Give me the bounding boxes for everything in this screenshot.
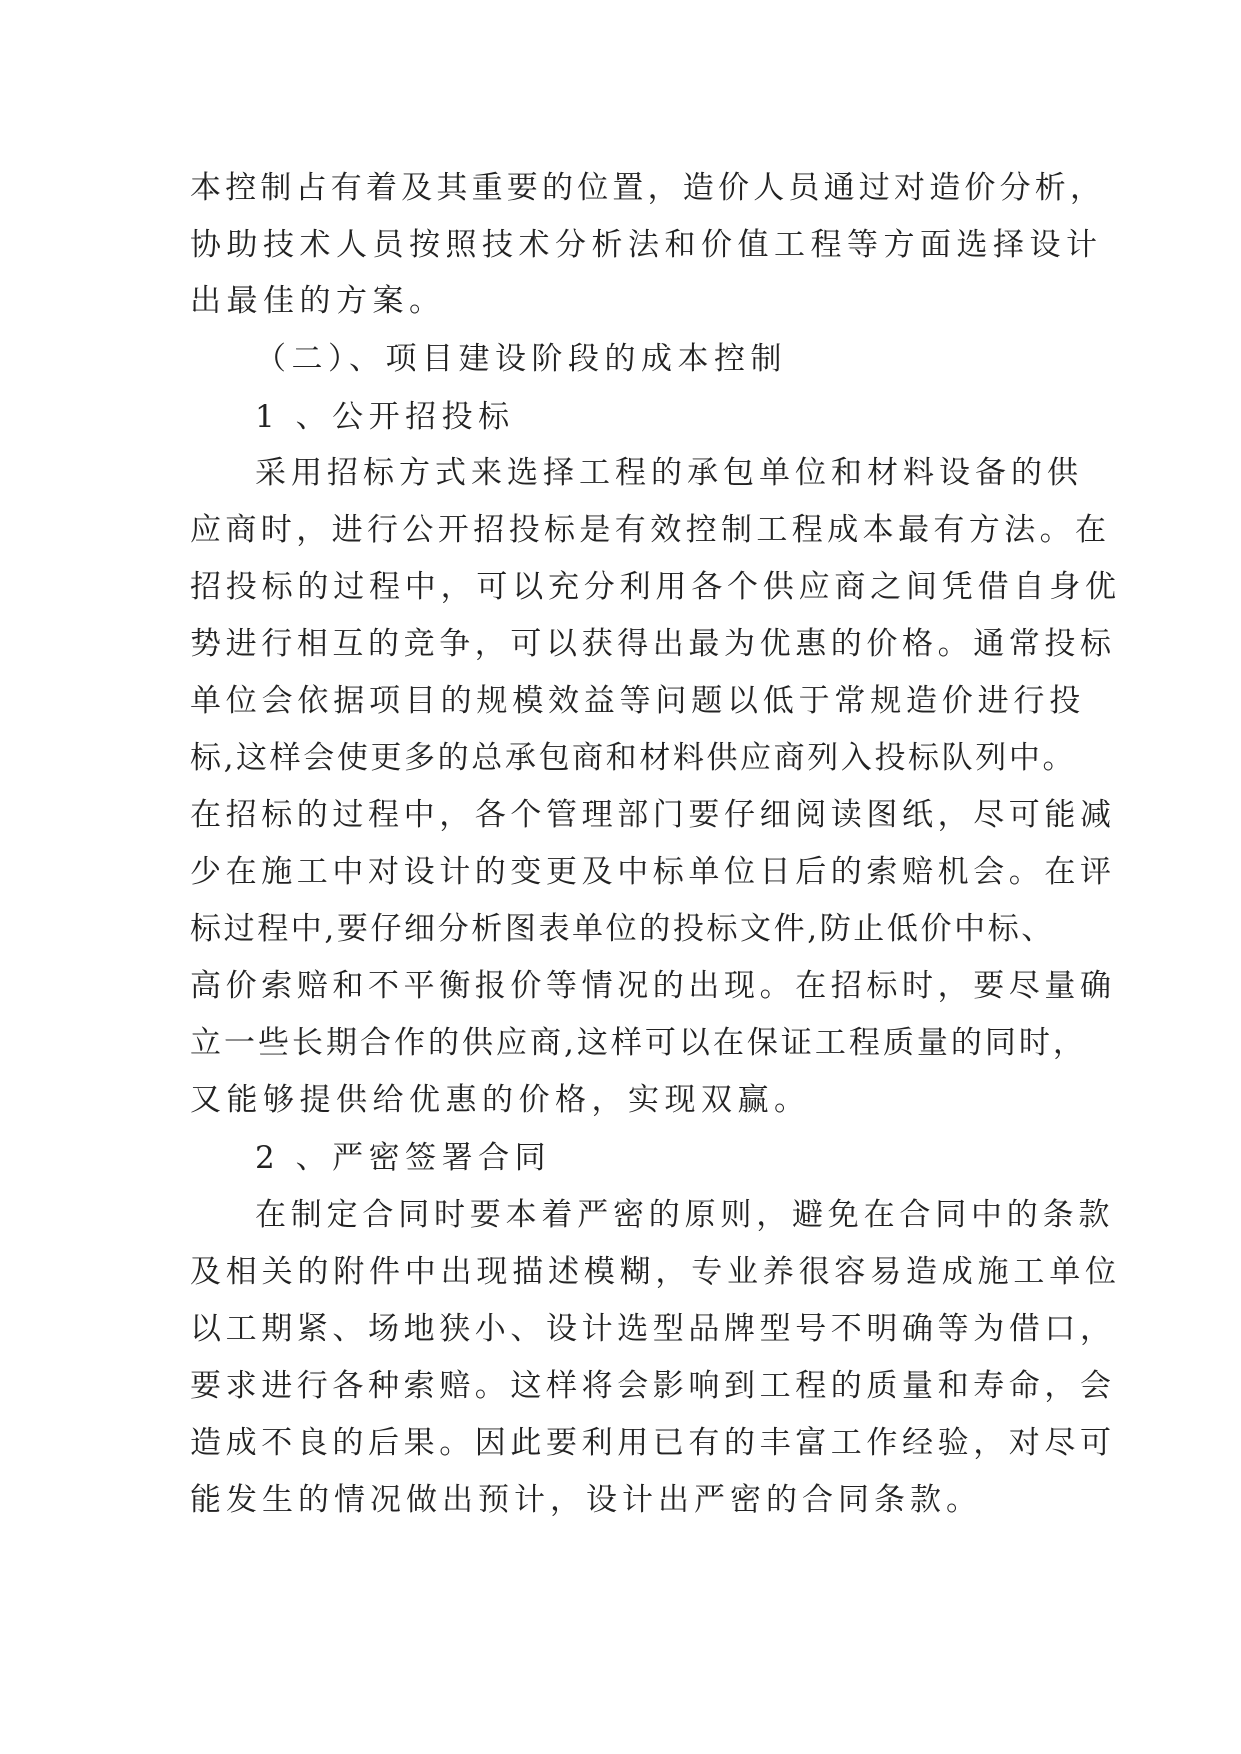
section-heading: （二）、项目建设阶段的成本控制 (255, 341, 787, 377)
text-line: 以工期紧、场地狭小、设计选型品牌型号不明确等为借口， (190, 1311, 1116, 1347)
text-line: 能发生的情况做出预计，设计出严密的合同条款。 (190, 1482, 982, 1518)
text-line: 要求进行各种索赔。这样将会影响到工程的质量和寿命，会 (190, 1368, 1116, 1404)
text-line: 单位会依据项目的规模效益等问题以低于常规造价进行投 (190, 683, 1085, 719)
text-line: 在制定合同时要本着严密的原则，避免在合同中的条款 (255, 1197, 1115, 1233)
text-line: 少在施工中对设计的变更及中标单位日后的索赔机会。在评 (190, 854, 1116, 890)
text-line: 本控制占有着及其重要的位置，造价人员通过对造价分析， (190, 170, 1106, 206)
text-line: 高价索赔和不平衡报价等情况的出现。在招标时，要尽量确 (190, 968, 1116, 1004)
text-line: 采用招标方式来选择工程的承包单位和材料设备的供 (255, 455, 1083, 491)
text-line: 势进行相互的竞争，可以获得出最为优惠的价格。通常投标 (190, 626, 1116, 662)
text-line: 又能够提供给优惠的价格，实现双赢。 (190, 1082, 811, 1118)
subsection-heading: 1 、公开招投标 (255, 399, 515, 435)
text-line: 招投标的过程中，可以充分利用各个供应商之间凭借自身优 (190, 569, 1121, 605)
text-line: 协助技术人员按照技术分析法和价值工程等方面选择设计 (190, 227, 1103, 263)
text-line: 及相关的附件中出现描述模糊，专业养很容易造成施工单位 (190, 1254, 1121, 1290)
text-line: 立一些长期合作的供应商,这样可以在保证工程质量的同时， (190, 1025, 1087, 1061)
text-line: 标,这样会使更多的总承包商和材料供应商列入投标队列中。 (190, 740, 1077, 776)
text-line: 应商时，进行公开招投标是有效控制工程成本最有方法。在 (190, 512, 1111, 548)
text-line: 标过程中,要仔细分析图表单位的投标文件,防止低价中标、 (190, 911, 1055, 947)
text-line: 在招标的过程中，各个管理部门要仔细阅读图纸，尽可能减 (190, 797, 1116, 833)
subsection-heading: 2 、严密签署合同 (255, 1140, 552, 1176)
text-line: 出最佳的方案。 (190, 283, 446, 319)
text-line: 造成不良的后果。因此要利用已有的丰富工作经验，对尽可 (190, 1425, 1116, 1461)
